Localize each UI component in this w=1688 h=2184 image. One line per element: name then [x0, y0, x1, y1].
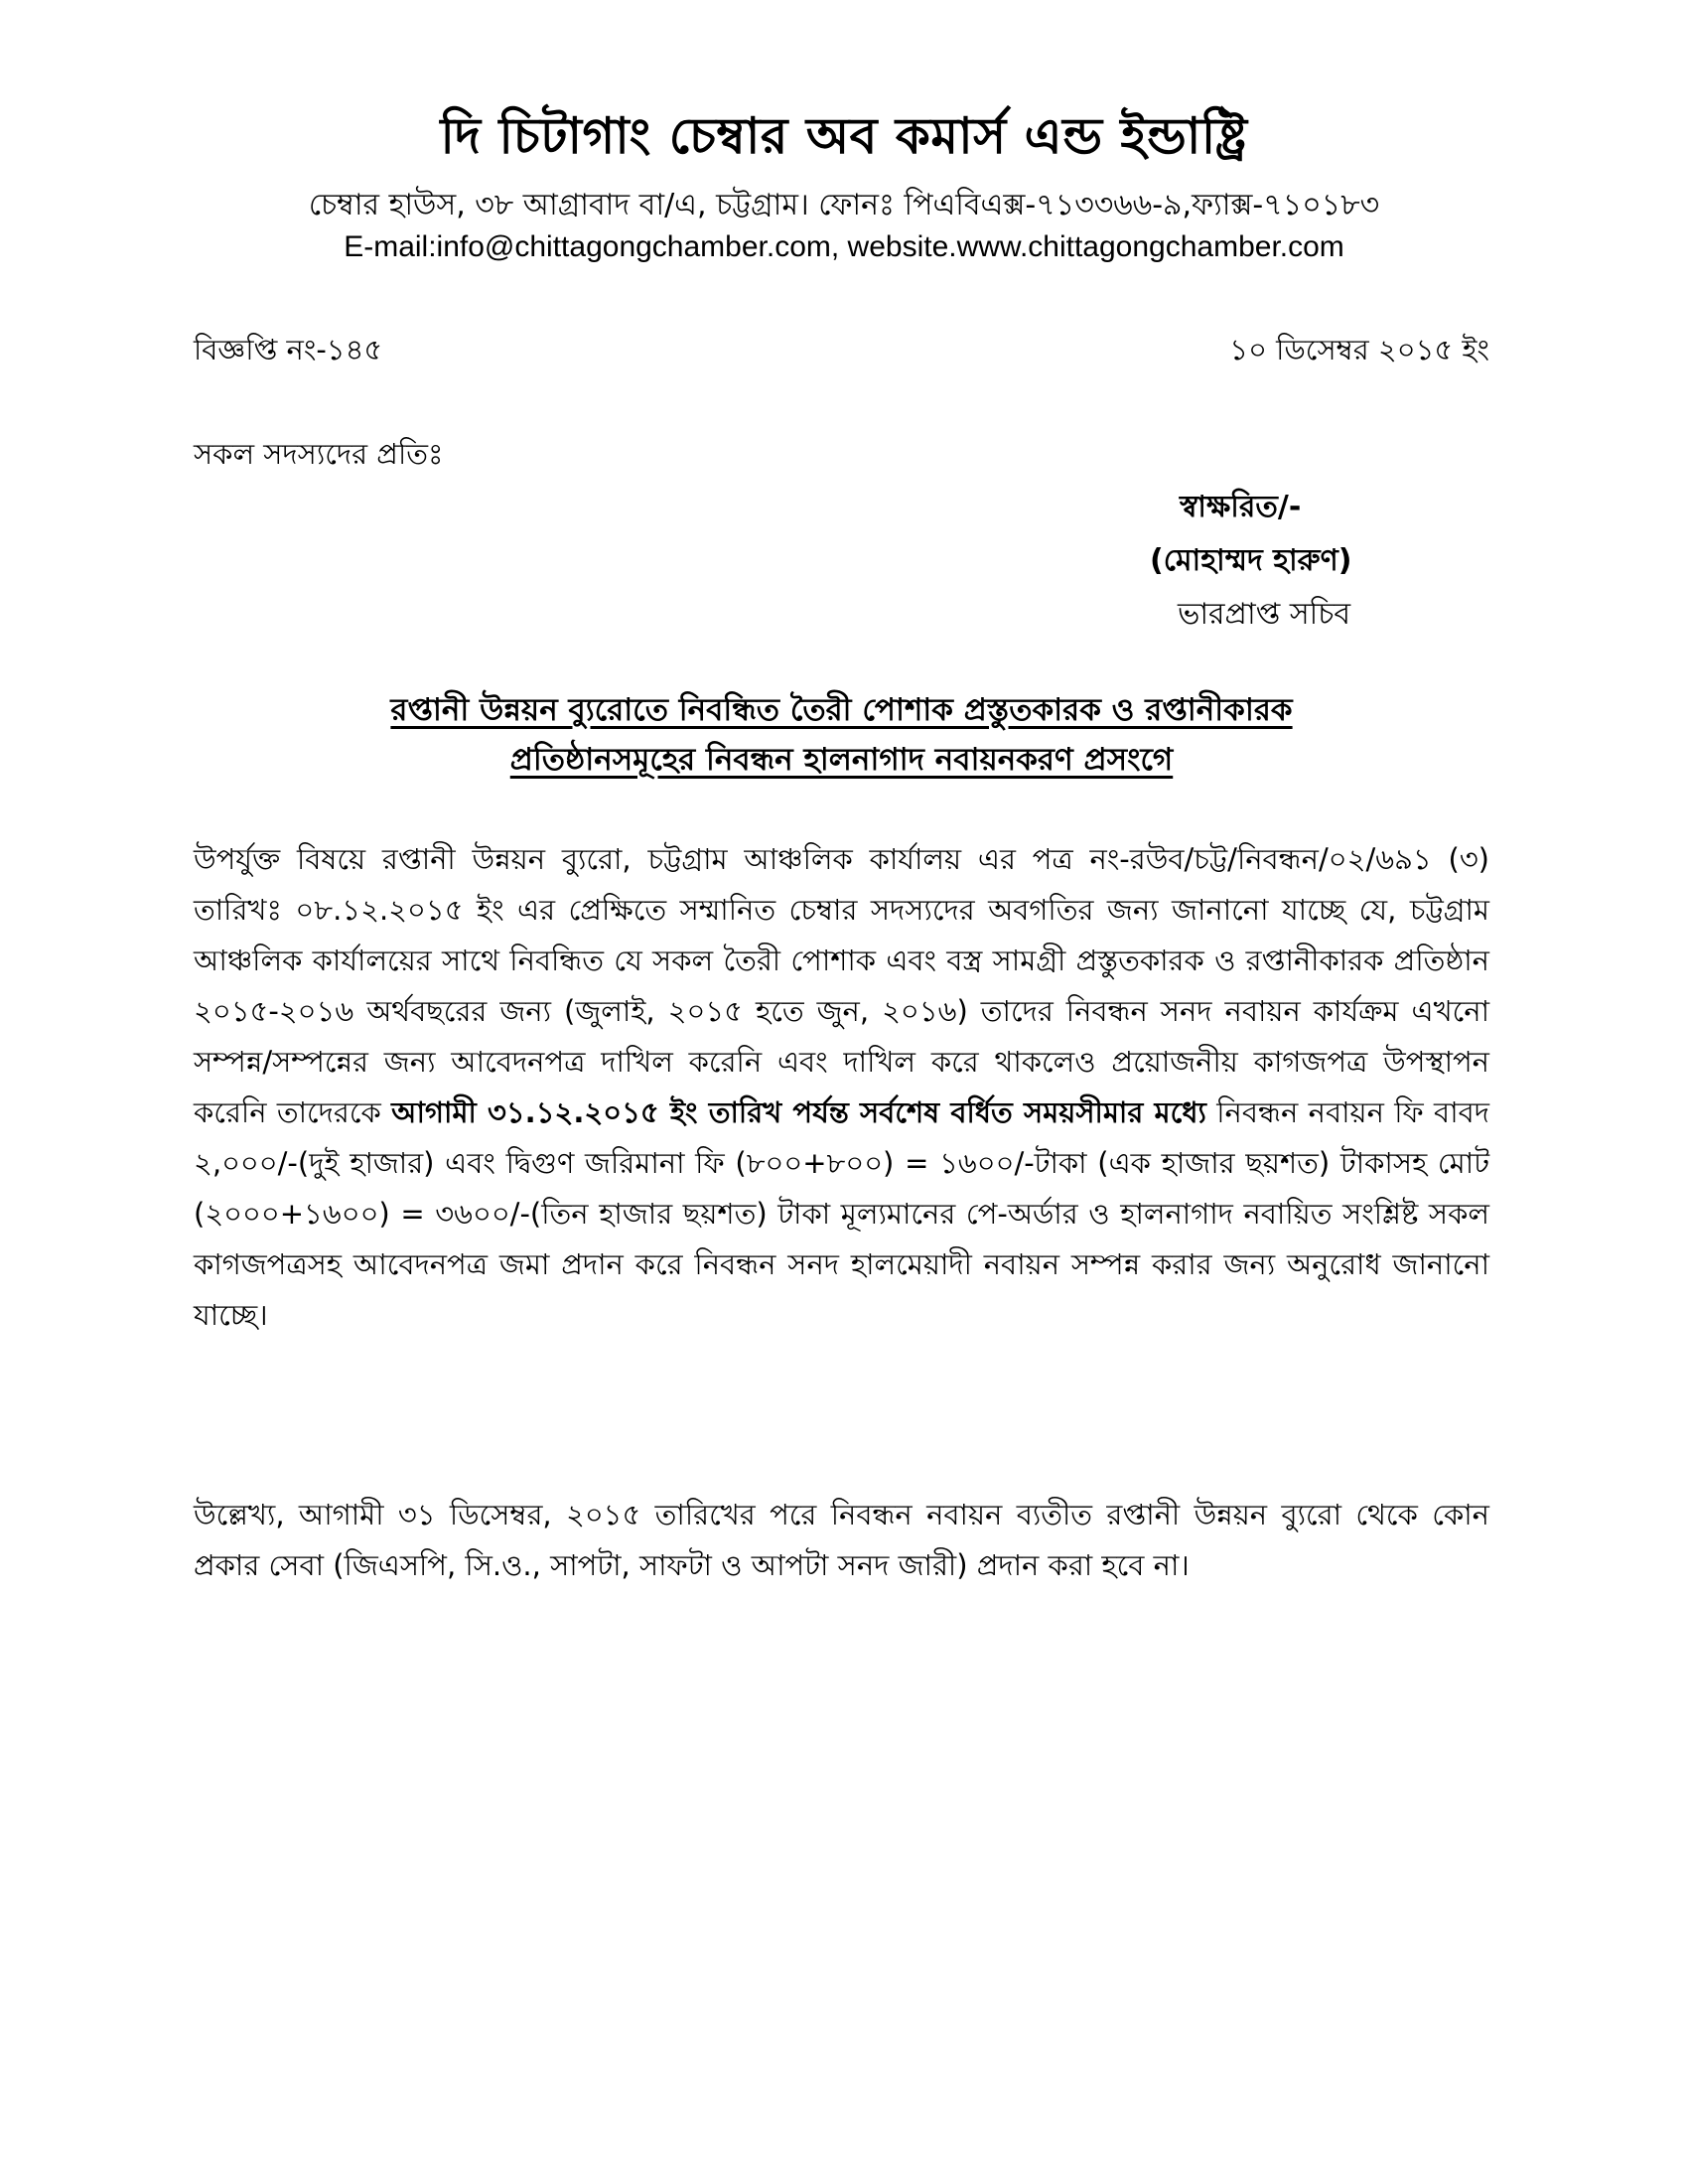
- subject-heading: [194, 685, 1489, 785]
- signatory-name: (মোহাম্মদ হারুণ): [1150, 543, 1352, 578]
- notice-reference-number: বিজ্ঞপ্তি নং-১৪৫: [194, 333, 383, 366]
- signatory-designation: ভারপ্রাপ্ত সচিব: [1178, 597, 1351, 632]
- organization-address: চেম্বার হাউস, ৩৮ আগ্রাবাদ বা/এ, চট্টগ্রাম। ফোনঃ পিএবিএক্স-৭১৩৩৬৬-৯,ফ্যাক্স-৭১০১৮৩: [308, 188, 1380, 222]
- subject-line-1: রপ্তানী উন্নয়ন ব্যুরোতে নিবন্ধিত তৈরী পোশাক প্রস্তুতকারক ও রপ্তানীকারক: [390, 692, 1293, 728]
- subject-line-2: প্রতিষ্ঠানসমূহের নিবন্ধন হালনাগাদ নবায়নকরণ প্রসংগে: [509, 742, 1174, 778]
- organization-name: দি চিটাগাং চেম্বার অব কমার্স এন্ড ইন্ডাষ্ট্রি: [440, 107, 1248, 165]
- organization-contact: E-mail:info@chittagongchamber.com, website.www.chittagongchamber.com: [344, 230, 1344, 263]
- body-paragraph-1-text-b: নিবন্ধন নবায়ন ফি বাবদ ২,০০০/-(দুই হাজার) এবং দ্বিগুণ জরিমানা ফি (৮০০+৮০০) = ১৬০০/-টাকা (এক হাজার ছয়শত) টাকাসহ মোট (২০০০+১৬০০) = ৩৬০০/-(তিন হাজার ছয়শত) টাকা মূল্যমানের পে-অর্ডার ও হালনাগাদ নবায়িত সংশ্লিষ্ট সকল কাগজপত্রসহ আবেদনপত্র জমা প্রদান করে নিবন্ধন সনদ হালমেয়াদী নবায়ন সম্পন্ন করার জন্য অনুরোধ জানানো যাচ্ছে।: [194, 1095, 1489, 1332]
- signature-signed: স্বাক্ষরিত/-: [1180, 490, 1302, 524]
- body-paragraph-1: [194, 834, 1489, 1341]
- deadline-highlight: আগামী ৩১.১২.২০১৫ ইং তারিখ পর্যন্ত সর্বশেষ বর্ধিত সময়সীমার মধ্যে: [391, 1095, 1206, 1129]
- signature-block: [1102, 481, 1420, 642]
- body-paragraph-2: উল্লেখ্য, আগামী ৩১ ডিসেম্বর, ২০১৫ তারিখের পরে নিবন্ধন নবায়ন ব্যতীত রপ্তানী উন্নয়ন ব্যুরো থেকে কোন প্রকার সেবা (জিএসপি, সি.ও., সাপটা, সাফটা ও আপটা সনদ জারী) প্রদান করা হবে না।: [194, 1498, 1489, 1582]
- body-paragraph-1-text-a: উপর্যুক্ত বিষয়ে রপ্তানী উন্নয়ন ব্যুরো, চট্টগ্রাম আঞ্চলিক কার্যালয় এর পত্র নং-রউব/চট্ট/নিবন্ধন/০২/৬৯১ (৩) তারিখঃ ০৮.১২.২০১৫ ইং এর প্রেক্ষিতে সম্মানিত চেম্বার সদস্যদের অবগতির জন্য জানানো যাচ্ছে যে, চট্টগ্রাম আঞ্চলিক কার্যালয়ের সাথে নিবন্ধিত যে সকল তৈরী পোশাক এবং বস্ত্র সামগ্রী প্রস্তুতকারক ও রপ্তানীকারক প্রতিষ্ঠান ২০১৫-২০১৬ অর্থবছরের জন্য (জুলাই, ২০১৫ হতে জুন, ২০১৬) তাদের নিবন্ধন সনদ নবায়ন কার্যক্রম এখনো সম্পন্ন/সম্পন্নের জন্য আবেদনপত্র দাখিল করেনি এবং দাখিল করে থাকলেও প্রয়োজনীয় কাগজপত্র উপস্থাপন করেনি তাদেরকে: [194, 842, 1489, 1129]
- salutation: সকল সদস্যদের প্রতিঃ: [194, 437, 444, 471]
- notice-date: ১০ ডিসেম্বর ২০১৫ ইং: [1229, 333, 1489, 366]
